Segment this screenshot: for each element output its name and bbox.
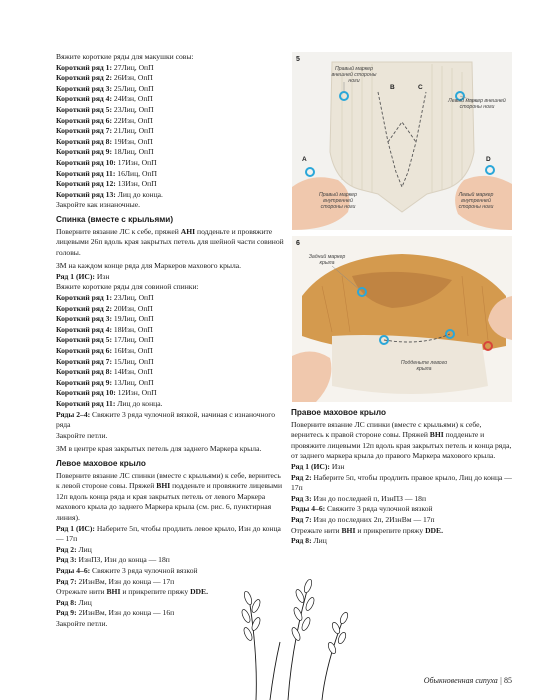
right-wing-cut-yarn: Отрежьте нити BHI и прикрепите пряжу DDE. [291, 525, 444, 535]
left-wing-row-8: Ряд 8: Лиц [56, 597, 92, 607]
annotation-right-outer-leg-marker: Правый маркер внешней стороны ноги [331, 66, 377, 84]
right-wing-row-8: Ряд 8: Лиц [291, 536, 327, 546]
left-wing-row-2: Ряд 2: Лиц [56, 544, 92, 554]
back-row-1: Ряд 1 (ИС): Изн [56, 271, 110, 281]
left-wing-row-3: Ряд 3: ИзнПЗ, Изн до конца — 18п [56, 555, 170, 565]
back-markers-note: ЗМ на каждом конце ряда для Маркеров махового крыла. [56, 261, 242, 271]
short-row: Короткий ряд 13: Лиц до конца. [56, 189, 163, 199]
back-rows-2-4: Ряды 2–4: Свяжите 3 ряда чулочной вязкой, начиная с изнаночного ряда [56, 409, 276, 430]
page-footer: Обыкновенная сипуха | 85 [423, 676, 512, 685]
short-row: Короткий ряд 10: 12Изн, ОпП [56, 388, 157, 398]
annotation-right-inner-leg-marker: Правый маркер внутренней стороны ноги [319, 192, 357, 210]
bind-off-note-3: Закройте петли. [56, 618, 108, 628]
short-row: Короткий ряд 8: 14Изн, ОпП [56, 367, 153, 377]
heading-right-wing: Правое маховое крыло [291, 408, 386, 417]
right-wing-rows-4-6: Ряды 4–6: Свяжите 3 ряда чулочной вязкой [291, 504, 433, 514]
left-wing-row-7: Ряд 7: 2ИзнВм, Изн до конца — 17п [56, 576, 175, 586]
short-row: Короткий ряд 5: 23Лиц, ОпП [56, 104, 154, 114]
short-row: Короткий ряд 7: 21Лиц, ОпП [56, 126, 154, 136]
right-wing-row-2: Ряд 2: Наберите 5п, чтобы продлить правое крыло, Лиц до конца — 17п [291, 472, 512, 493]
annotation-left-outer-leg-marker: Левый маркер внешней стороны ноги [448, 98, 506, 110]
label-a: A [302, 156, 307, 163]
page-number: 85 [504, 676, 512, 685]
label-b: B [390, 84, 395, 91]
short-row: Короткий ряд 4: 24Изн, ОпП [56, 94, 153, 104]
short-row: Короткий ряд 7: 15Лиц, ОпП [56, 356, 154, 366]
short-row: Короткий ряд 1: 27Лиц, ОпП [56, 62, 154, 72]
photo-step-5 [292, 52, 512, 230]
right-wing-row-7: Ряд 7: Изн до последних 2п, 2ИзнВм — 17п [291, 514, 435, 524]
short-rows-crown [56, 63, 284, 201]
intro-crown: Вяжите короткие ряды для макушки совы: [56, 52, 194, 61]
short-row: Короткий ряд 2: 20Изн, ОпП [56, 303, 153, 313]
short-row: Короткий ряд 12: 13Изн, ОпП [56, 179, 157, 189]
center-marker-note: ЗМ в центре края закрытых петель для заднего Маркера крыла. [56, 444, 262, 454]
short-row: Короткий ряд 10: 17Изн, ОпП [56, 157, 157, 167]
short-row: Короткий ряд 1: 23Лиц, ОпП [56, 293, 154, 303]
left-wing-row-1: Ряд 1 (ИС): Наберите 5п, чтобы продлить левое крыло, Изн до конца — 17п [56, 523, 281, 544]
photo-6-number: 6 [296, 240, 300, 247]
photo-step-6 [292, 236, 512, 402]
short-row: Короткий ряд 9: 18Лиц, ОпП [56, 147, 154, 157]
heading-back: Спинка (вместе с крыльями) [56, 214, 174, 224]
annotation-left-inner-leg-marker: Левый маркер внутренней стороны ноги [458, 192, 494, 210]
short-row: Короткий ряд 6: 22Изн, ОпП [56, 115, 153, 125]
label-d: D [486, 156, 491, 163]
left-wing-rows-4-6: Ряды 4–6: Свяжите 3 ряда чулочной вязкой [56, 565, 198, 575]
short-row: Короткий ряд 3: 19Лиц, ОпП [56, 314, 154, 324]
short-row: Короткий ряд 2: 26Изн, ОпП [56, 73, 153, 83]
left-wing-paragraph: Поверните вязание ЛС спинки (вместе с крыльями) к себе, вернитесь к левой стороне совы. Пряжей BHI подденьте и провяжите лицевыми 12п вдоль конца ряда и края закрытых петель от левого Маркера махового крыла до заднего Маркера крыла (см. рис. 6, пунктирная линия). [56, 470, 283, 522]
short-rows-back [56, 293, 284, 410]
short-row: Короткий ряд 5: 17Лиц, ОпП [56, 335, 154, 345]
photo-5-number: 5 [296, 56, 300, 63]
annotation-left-wing-pickup: Подденьте левого крыла [400, 360, 448, 372]
grass-illustration [218, 572, 368, 700]
right-wing-paragraph: Поверните вязание ЛС спинки (вместе с крыльями) к себе, вернитесь к правой стороне совы. Пряжей BHI подденьте и провяжите лицевыми 12п вдоль края закрытых петель и конца ряда, от заднего маркера крыла до правого Маркера махового крыла. [291, 419, 512, 461]
right-wing-row-3: Ряд 3: Изн до последней п, ИзнПЗ — 18п [291, 493, 427, 503]
short-row: Короткий ряд 8: 19Изн, ОпП [56, 136, 153, 146]
intro-back: Вяжите короткие ряды для совиной спинки: [56, 282, 199, 292]
short-row: Короткий ряд 11: Лиц до конца. [56, 399, 163, 408]
left-column [56, 52, 284, 629]
heading-left-wing: Левое маховое крыло [56, 458, 146, 468]
left-wing-cut-yarn: Отрежьте нити BHI и прикрепите пряжу DDE. [56, 587, 209, 597]
right-column [291, 408, 513, 547]
right-wing-row-1: Ряд 1 (ИС): Изн [291, 461, 345, 471]
footer-title: Обыкновенная сипуха [423, 676, 498, 685]
short-row: Короткий ряд 3: 25Лиц, ОпП [56, 83, 154, 93]
short-row: Короткий ряд 9: 13Лиц, ОпП [56, 377, 154, 387]
left-wing-row-9: Ряд 9: 2ИзнВм, Изн до конца — 16п [56, 608, 175, 618]
annotation-rear-wing-marker: Задний маркер крыла [308, 254, 346, 266]
short-row: Короткий ряд 6: 16Изн, ОпП [56, 346, 153, 356]
bind-off-note-2: Закройте петли. [56, 430, 108, 440]
label-c: C [418, 84, 423, 91]
back-paragraph: Поверните вязание ЛС к себе, пряжей AHI подденьте и провяжите лицевыми 26п вдоль края закрытых петель для шейной части совиной головы. [56, 226, 284, 257]
short-row: Короткий ряд 4: 18Изн, ОпП [56, 324, 153, 334]
bind-off-note: Закройте как изнаночные. [56, 200, 141, 210]
short-row: Короткий ряд 11: 16Лиц, ОпП [56, 168, 157, 178]
